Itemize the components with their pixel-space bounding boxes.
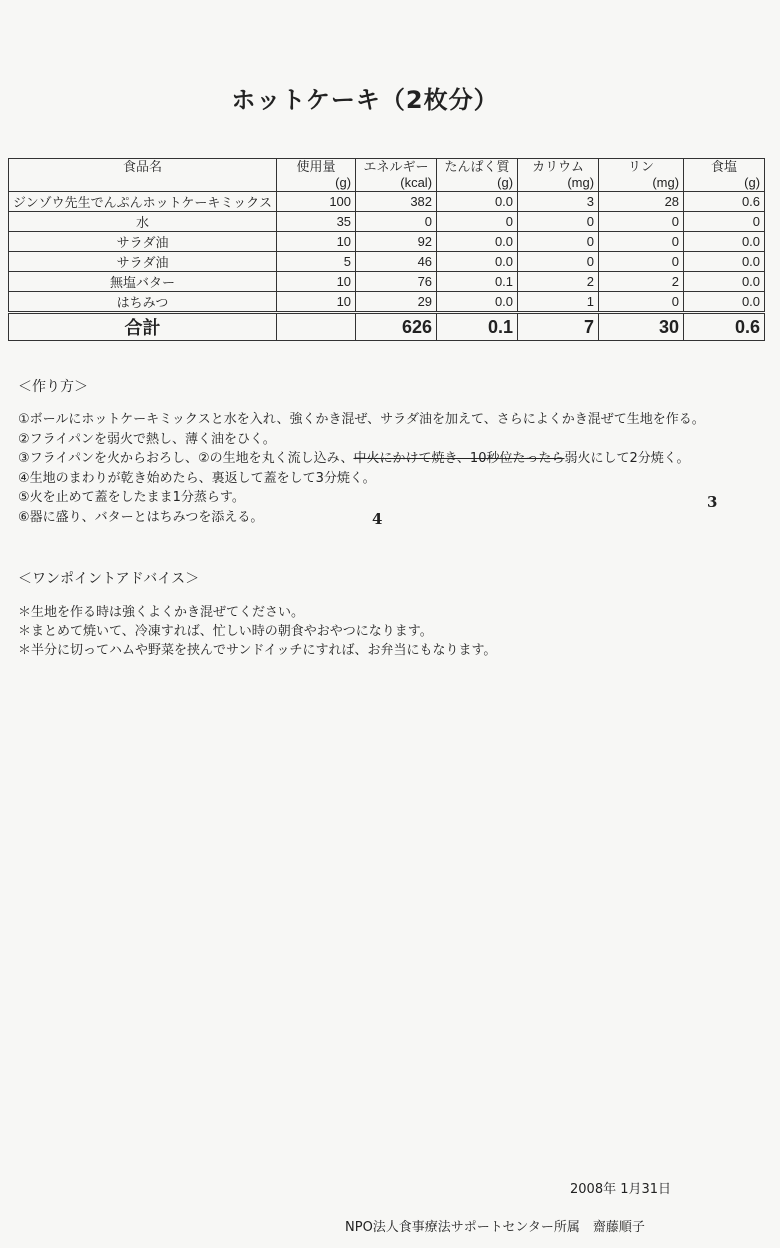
header-label: カリウム <box>532 159 584 174</box>
header-label: 食品名 <box>123 159 163 174</box>
food-name-cell: はちみつ <box>9 292 277 313</box>
total-value: 0.6 <box>684 313 765 341</box>
value-cell: 5 <box>277 252 356 272</box>
header-unit: (g) <box>335 175 352 190</box>
document-title: ホットケーキ（2枚分） <box>231 86 499 114</box>
value-cell: 76 <box>356 272 437 292</box>
method-heading: ＜作り方＞ <box>18 379 88 395</box>
header-label: たんぱく質 <box>444 159 510 174</box>
advice-item: ＊生地を作る時は強くよくかき混ぜてください。 <box>18 605 305 620</box>
author: NPO法人食事療法サポートセンター所属 齋藤順子 <box>345 1220 645 1235</box>
value-cell: 0 <box>599 252 684 272</box>
column-header <box>437 159 518 192</box>
nutrition-table <box>8 158 765 341</box>
value-cell: 0 <box>518 232 599 252</box>
method-steps <box>18 410 705 527</box>
total-row <box>9 313 765 341</box>
advice-item: ＊まとめて焼いて、冷凍すれば、忙しい時の朝食やおやつになります。 <box>18 624 433 639</box>
value-cell: 0.0 <box>684 232 765 252</box>
food-name-cell: サラダ油 <box>9 252 277 272</box>
advice-heading: ＜ワンポイントアドバイス＞ <box>18 571 200 587</box>
table-row <box>9 212 765 232</box>
handwritten-correction-4: 4 <box>372 510 383 528</box>
total-label: 合計 <box>9 313 277 341</box>
value-cell: 35 <box>277 212 356 232</box>
value-cell: 0 <box>518 252 599 272</box>
value-cell: 46 <box>356 252 437 272</box>
column-header <box>356 159 437 192</box>
header-label: 使用量 <box>296 159 336 174</box>
value-cell: 1 <box>518 292 599 313</box>
value-cell: 0 <box>684 212 765 232</box>
value-cell: 0.0 <box>437 252 518 272</box>
value-cell: 0.6 <box>684 192 765 212</box>
step-5: ⑤火を止めて蓋をしたまま1分蒸らす。 <box>18 490 245 505</box>
column-header <box>684 159 765 192</box>
value-cell: 29 <box>356 292 437 313</box>
value-cell: 10 <box>277 232 356 252</box>
total-value: 0.1 <box>437 313 518 341</box>
handwritten-correction-3: 3 <box>707 493 718 511</box>
step-4: ④生地のまわりが乾き始めたら、裏返して蓋をして3分焼く。 <box>18 470 376 486</box>
total-value: 30 <box>599 313 684 341</box>
value-cell: 0.0 <box>684 252 765 272</box>
header-unit: (g) <box>744 175 761 190</box>
column-header <box>599 159 684 192</box>
food-name-cell: 無塩バター <box>9 272 277 292</box>
value-cell: 2 <box>599 272 684 292</box>
value-cell: 10 <box>277 272 356 292</box>
header-label: エネルギー <box>363 159 429 174</box>
advice-list <box>18 603 496 660</box>
header-label: リン <box>628 159 655 174</box>
total-value: 626 <box>356 313 437 341</box>
step-3: ③フライパンを火からおろし、②の生地を丸く流し込み、中火にかけて焼き、10秒位たったら弱火にして2分焼く。 <box>18 451 690 466</box>
date: 2008年 1月31日 <box>570 1182 672 1197</box>
table-row <box>9 192 765 212</box>
value-cell: 0.0 <box>684 272 765 292</box>
table-row <box>9 232 765 252</box>
value-cell: 0.0 <box>437 232 518 252</box>
header-unit: (kcal) <box>400 175 433 190</box>
step-6: ⑥器に盛り、バターとはちみつを添える。 <box>18 509 264 525</box>
food-name-cell: ジンゾウ先生でんぷんホットケーキミックス <box>9 192 277 212</box>
header-unit: (mg) <box>652 175 680 190</box>
header-unit: (g) <box>497 175 514 190</box>
column-header <box>9 159 277 192</box>
value-cell: 0.0 <box>437 292 518 313</box>
struck-text: 中火にかけて焼き、10秒位たったら <box>353 451 565 466</box>
value-cell: 2 <box>518 272 599 292</box>
value-cell: 0.1 <box>437 272 518 292</box>
table-row <box>9 292 765 313</box>
header-unit: (mg) <box>567 175 595 190</box>
advice-item: ＊半分に切ってハムや野菜を挟んでサンドイッチにすれば、お弁当にもなります。 <box>18 643 497 658</box>
column-header <box>277 159 356 192</box>
value-cell: 0 <box>599 232 684 252</box>
value-cell: 10 <box>277 292 356 313</box>
value-cell: 100 <box>277 192 356 212</box>
value-cell: 0.0 <box>684 292 765 313</box>
value-cell: 28 <box>599 192 684 212</box>
value-cell: 382 <box>356 192 437 212</box>
step-2: ②フライパンを弱火で熱し、薄く油をひく。 <box>18 431 276 447</box>
column-header <box>518 159 599 192</box>
total-value: 7 <box>518 313 599 341</box>
total-value <box>277 313 356 341</box>
value-cell: 92 <box>356 232 437 252</box>
value-cell: 0 <box>599 292 684 313</box>
value-cell: 3 <box>518 192 599 212</box>
value-cell: 0 <box>599 212 684 232</box>
value-cell: 0 <box>356 212 437 232</box>
value-cell: 0.0 <box>437 192 518 212</box>
table-row <box>9 272 765 292</box>
step-1: ①ボールにホットケーキミックスと水を入れ、強くかき混ぜ、サラダ油を加えて、さらによくかき混ぜて生地を作る。 <box>18 412 705 427</box>
header-label: 食塩 <box>711 159 738 174</box>
food-name-cell: サラダ油 <box>9 232 277 252</box>
table-row <box>9 252 765 272</box>
value-cell: 0 <box>437 212 518 232</box>
food-name-cell: 水 <box>9 212 277 232</box>
value-cell: 0 <box>518 212 599 232</box>
